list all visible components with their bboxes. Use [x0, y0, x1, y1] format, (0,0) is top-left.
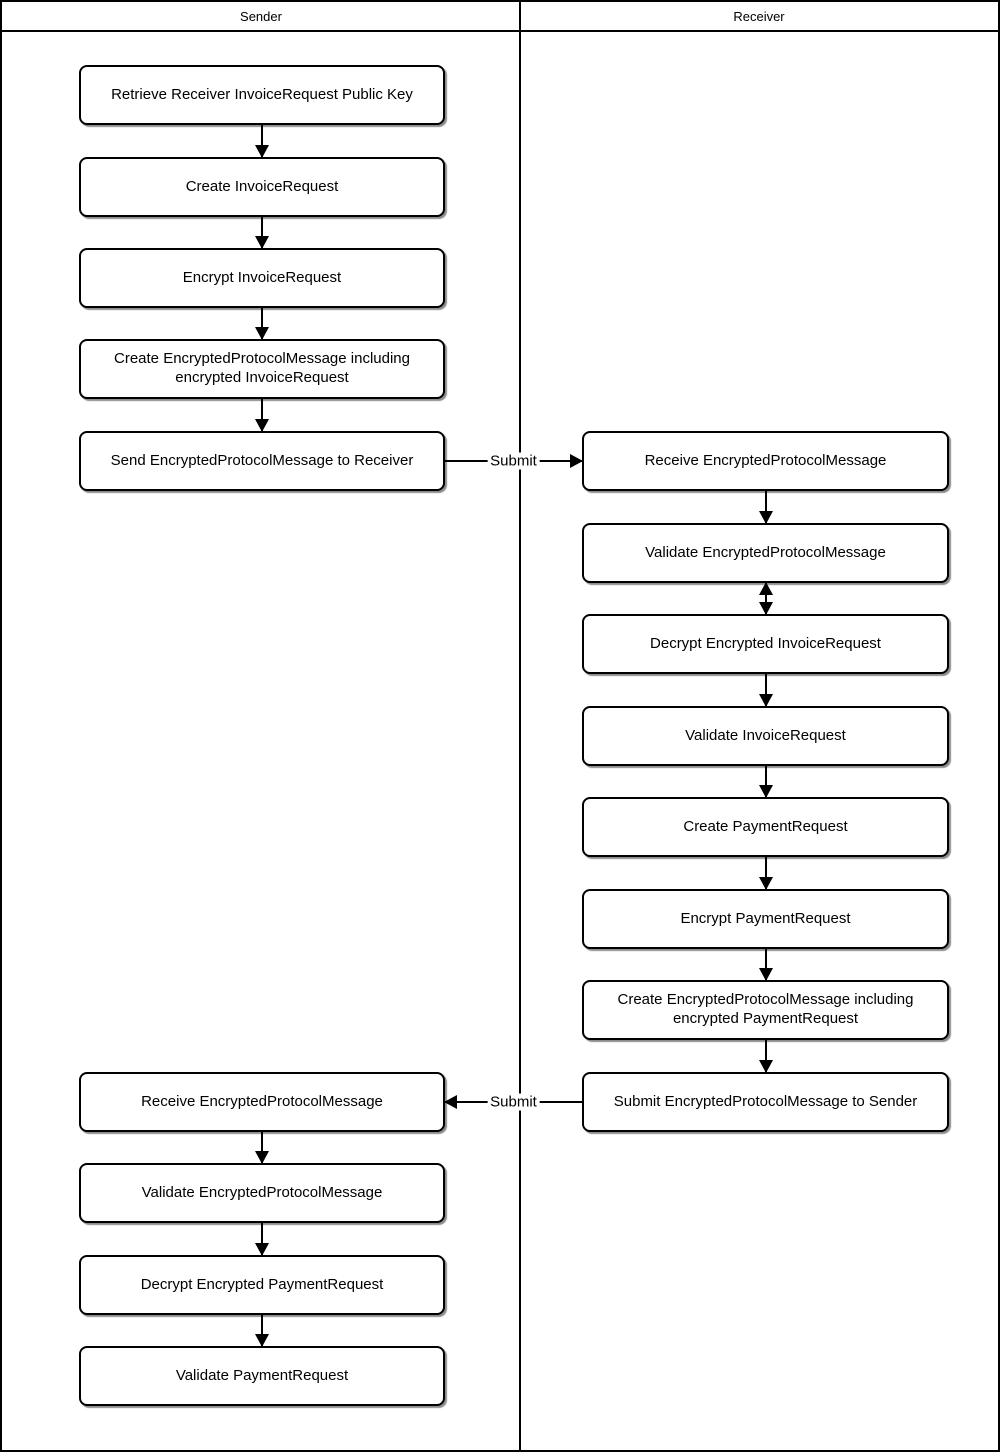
double-headed-arrow [759, 583, 773, 614]
node-label: Create EncryptedProtocolMessage including encrypted PaymentRequest [617, 991, 914, 1027]
node-label: Validate PaymentRequest [175, 1366, 349, 1384]
lane-header-sender [2, 2, 520, 30]
lane-header-row [2, 2, 998, 32]
down-arrow [255, 1315, 269, 1346]
submit-arrow-label: Submit [487, 453, 540, 470]
node-label: Decrypt Encrypted PaymentRequest [140, 1275, 384, 1293]
node-label: Receive EncryptedProtocolMessage [141, 1092, 383, 1110]
arrowhead-up-icon [759, 582, 773, 595]
node-decrypt-encrypted-paymentrequest [79, 1255, 445, 1315]
down-arrow [255, 308, 269, 339]
node-receiver-receive-encryptedprotocolmessage [582, 431, 949, 491]
arrowhead-right-icon [570, 454, 583, 468]
node-create-paymentrequest [582, 797, 949, 857]
node-label: Validate EncryptedProtocolMessage [141, 1183, 383, 1201]
lane-divider [519, 2, 521, 1450]
node-label: Create PaymentRequest [683, 817, 848, 835]
node-label: Create EncryptedProtocolMessage including encrypted InvoiceRequest [114, 350, 410, 386]
lane-header-receiver [520, 2, 998, 30]
node-label: Encrypt InvoiceRequest [182, 268, 342, 286]
node-label: Retrieve Receiver InvoiceRequest Public Key [111, 85, 413, 103]
down-arrow [255, 1132, 269, 1163]
down-arrow [255, 125, 269, 157]
node-validate-paymentrequest [79, 1346, 445, 1406]
node-label: Validate InvoiceRequest [685, 726, 846, 744]
down-arrow [255, 399, 269, 431]
node-validate-invoicerequest [582, 706, 949, 766]
node-label: Send EncryptedProtocolMessage to Receiver [110, 451, 414, 469]
node-label: Submit EncryptedProtocolMessage to Sender [613, 1092, 918, 1110]
lane-title-receiver: Receiver [733, 8, 785, 24]
down-arrow [255, 1223, 269, 1255]
down-arrow [759, 491, 773, 523]
down-arrow [255, 217, 269, 248]
down-arrow [759, 674, 773, 706]
node-encrypt-paymentrequest [582, 889, 949, 949]
submit-arrow-label: Submit [487, 1094, 540, 1111]
node-label: Decrypt Encrypted InvoiceRequest [650, 634, 881, 652]
node-label: Receive EncryptedProtocolMessage [644, 451, 887, 469]
node-label: Encrypt PaymentRequest [680, 909, 851, 927]
down-arrow [759, 949, 773, 980]
down-arrow [759, 766, 773, 797]
node-send-encryptedprotocolmessage-to-receiver [79, 431, 445, 491]
node-retrieve-receiver-public-key [79, 65, 445, 125]
node-label: Validate EncryptedProtocolMessage [645, 543, 886, 561]
node-sender-validate-encryptedprotocolmessage [79, 1163, 445, 1223]
node-sender-receive-encryptedprotocolmessage [79, 1072, 445, 1132]
arrowhead-left-icon [444, 1095, 457, 1109]
submit-arrow-sender-to-receiver [445, 454, 582, 468]
node-create-encryptedprotocolmessage-invoicerequest [79, 339, 445, 399]
node-submit-encryptedprotocolmessage-to-sender [582, 1072, 949, 1132]
node-label: Create InvoiceRequest [185, 177, 339, 195]
lane-title-sender: Sender [240, 8, 282, 24]
down-arrow [759, 857, 773, 889]
node-receiver-validate-encryptedprotocolmessage [582, 523, 949, 583]
node-encrypt-invoicerequest [79, 248, 445, 308]
down-arrow [759, 1040, 773, 1072]
submit-arrow-receiver-to-sender [445, 1095, 582, 1109]
node-create-encryptedprotocolmessage-paymentrequest [582, 980, 949, 1040]
node-create-invoicerequest [79, 157, 445, 217]
node-decrypt-encrypted-invoicerequest [582, 614, 949, 674]
